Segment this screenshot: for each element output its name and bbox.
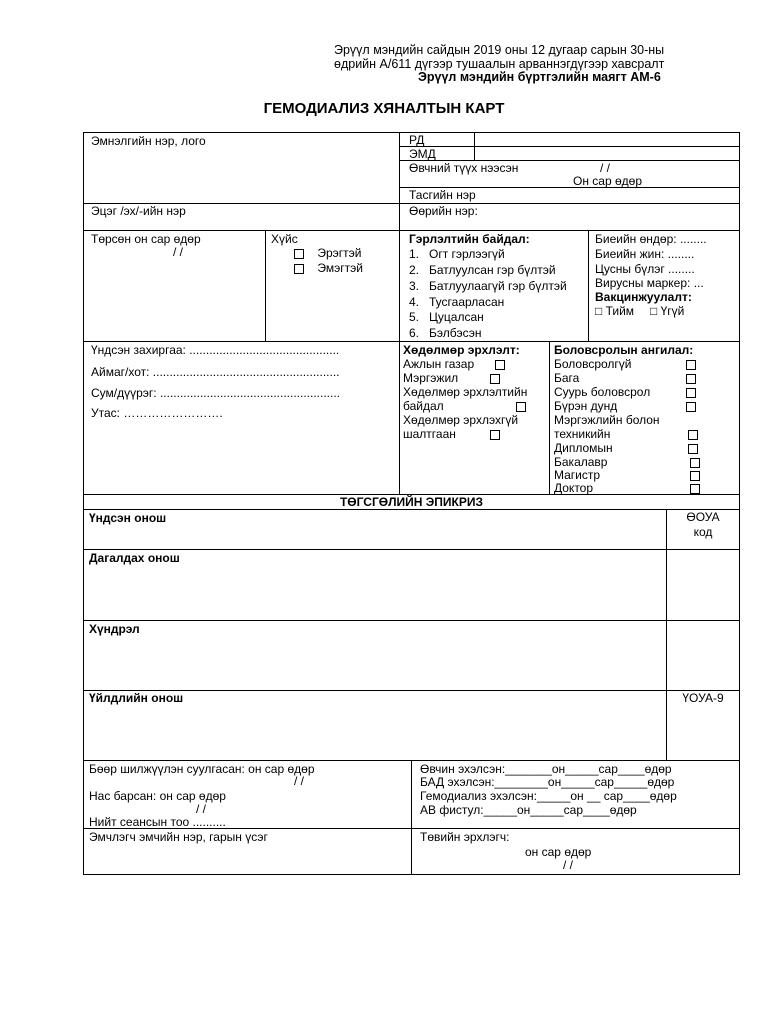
icd-code-label: код — [693, 525, 713, 539]
emd-label: ЭМД — [409, 147, 436, 161]
marital-item-6: 6. Бэлбэсэн — [409, 326, 482, 340]
sex-female-option[interactable] — [294, 262, 363, 274]
education-checkbox-1[interactable] — [686, 360, 696, 370]
av-fistula-label: АВ фистул:_____он_____сар____өдөр — [420, 803, 637, 817]
education-item-6: техникийн — [554, 427, 611, 441]
total-sessions-label: Нийт сеансын тоо .......... — [89, 815, 226, 829]
aimag-label: Аймаг/хот: ........................................................ — [91, 365, 340, 379]
vaccine-no-option[interactable]: □ Үгүй — [650, 304, 685, 318]
dialysis-start-label: Гемодиализ эхэлсэн:_____он __ сар____өдөр — [420, 789, 677, 803]
education-item-10: Доктор — [554, 481, 594, 495]
comorbid-diagnosis-label: Дагалдах онош — [89, 551, 180, 565]
attending-doctor-label: Эмчлэгч эмчийн нэр, гарын үсэг — [89, 830, 268, 844]
director-date-labels: он сар өдөр — [525, 845, 592, 859]
complication-label: Хүндрэл — [89, 622, 140, 636]
viral-marker-label: Вирусны маркер: ... — [595, 276, 704, 290]
education-item-7: Дипломын — [554, 441, 613, 455]
epicrisis-title: ТӨГСГӨЛИЙН ЭПИКРИЗ — [339, 495, 484, 509]
disease-onset-label: Өвчин эхэлсэн:_______он_____сар____өдөр — [420, 762, 672, 776]
marital-item-4: 4. Тусгаарласан — [409, 295, 505, 309]
vaccine-no-label: Үгүй — [660, 304, 685, 318]
marital-title: Гэрлэлтийн байдал: — [409, 232, 530, 246]
unemployment-reason-checkbox[interactable] — [490, 430, 500, 440]
employment-profession-label: Мэргэжил — [403, 371, 459, 385]
ward-label: Тасгийн нэр — [409, 188, 476, 202]
vaccination-label: Вакцинжуулалт: — [595, 290, 692, 304]
blood-type-label: Цусны бүлэг ........ — [595, 262, 695, 276]
weight-label: Биеийн жин: ........ — [595, 247, 695, 261]
checkbox-icon — [294, 264, 304, 274]
page-title: ГЕМОДИАЛИЗ ХЯНАЛТЫН КАРТ — [263, 100, 505, 117]
employment-status-label-1: Хөдөлмөр эрхлэлтийн — [403, 385, 528, 399]
vaccine-yes-label: Тийм — [605, 304, 635, 318]
sex-female-label: Эмэгтэй — [317, 261, 363, 275]
employment-status-checkbox[interactable] — [516, 402, 526, 412]
education-checkbox-8[interactable] — [690, 471, 700, 481]
education-checkbox-7[interactable] — [690, 458, 700, 468]
marital-item-5: 5. Цуцалсан — [409, 310, 484, 324]
education-item-1: Боловсролгүй — [554, 357, 632, 371]
center-director-label: Төвийн эрхлэгч: — [420, 830, 510, 844]
employment-worker-checkbox[interactable] — [495, 360, 505, 370]
sex-label: Хүйс — [271, 232, 298, 246]
hospital-label: Эмнэлгийн нэр, лого — [91, 134, 206, 148]
education-item-2: Бага — [554, 371, 580, 385]
birth-date-label: Төрсөн он сар өдөр — [91, 232, 201, 246]
education-checkbox-6[interactable] — [688, 444, 698, 454]
birth-date-slashes: / / — [173, 245, 184, 259]
education-title: Боловсролын ангилал: — [554, 343, 694, 357]
education-item-9: Магистр — [554, 468, 601, 482]
sum-label: Сум/дүүрэг: ...................................................... — [91, 386, 340, 400]
history-date-slashes: / / — [600, 161, 611, 175]
marital-item-3: 3. Батлуулаагүй гэр бүлтэй — [409, 279, 567, 293]
employment-title: Хөдөлмөр эрхлэлт: — [403, 343, 520, 357]
director-date-slashes: / / — [563, 858, 574, 872]
death-date-slashes: / / — [196, 802, 207, 816]
phone-label: Утас: ……………………. — [91, 406, 223, 420]
history-date-labels: Он сар өдөр — [573, 174, 642, 188]
education-checkbox-9[interactable] — [690, 484, 700, 494]
education-checkbox-2[interactable] — [686, 374, 696, 384]
checkbox-icon — [294, 249, 304, 259]
main-address-label: Үндсэн захиргаа: ............................................. — [91, 343, 340, 357]
vaccine-yes-option[interactable]: □ Тийм — [595, 304, 635, 318]
employment-worker-label: Ажлын газар — [403, 357, 475, 371]
unemployment-reason-label-1: Хөдөлмөр эрхлэхгүй — [403, 413, 519, 427]
employment-status-label-2: байдал — [403, 399, 444, 413]
rd-label: РД — [409, 133, 425, 147]
education-item-4: Бүрэн дунд — [554, 399, 618, 413]
education-checkbox-3[interactable] — [686, 388, 696, 398]
procedure-diagnosis-label: Үйлдлийн онош — [89, 691, 184, 705]
marital-item-1: 1. Огт гэрлээгүй — [409, 247, 505, 261]
own-name-label: Өөрийн нэр: — [409, 204, 478, 218]
transplant-date-slashes: / / — [294, 774, 305, 788]
transplant-label: Бөөр шилжүүлэн суулгасан: он сар өдөр — [89, 762, 315, 776]
main-diagnosis-label: Үндсэн онош — [89, 511, 167, 525]
sex-male-label: Эрэгтэй — [317, 246, 362, 260]
marital-item-2: 2. Батлуулсан гэр бүлтэй — [409, 263, 556, 277]
icd-label: ӨОУА — [686, 510, 720, 524]
employment-profession-checkbox[interactable] — [490, 374, 500, 384]
education-checkbox-5[interactable] — [688, 430, 698, 440]
education-item-3: Суурь боловсрол — [554, 385, 651, 399]
header-line-1: Эрүүл мэндийн сайдын 2019 оны 12 дугаар сарын 30-ны — [334, 43, 665, 57]
death-date-label: Нас барсан: он сар өдөр — [89, 789, 226, 803]
unemployment-reason-label-2: шалтгаан — [403, 427, 456, 441]
header-form-code: Эрүүл мэндийн бүртгэлийн маягт АМ-6 — [418, 70, 661, 84]
header-line-2: өдрийн А/611 дүгээр тушаалын арваннэгдүгээр хавсралт — [334, 57, 665, 71]
parent-name-label: Эцэг /эх/-ийн нэр — [91, 204, 186, 218]
history-opened-label: Өвчний түүх нээсэн — [409, 161, 519, 175]
sex-male-option[interactable] — [294, 247, 361, 259]
education-item-8: Бакалавр — [554, 455, 608, 469]
education-checkbox-4[interactable] — [686, 402, 696, 412]
height-label: Биеийн өндөр: ........ — [595, 232, 707, 246]
education-item-5: Мэргэжлийн болон — [554, 413, 660, 427]
bad-onset-label: БАД эхэлсэн:________он_____сар_____өдөр — [420, 775, 675, 789]
procedure-code-label: ҮОУА-9 — [682, 691, 724, 705]
